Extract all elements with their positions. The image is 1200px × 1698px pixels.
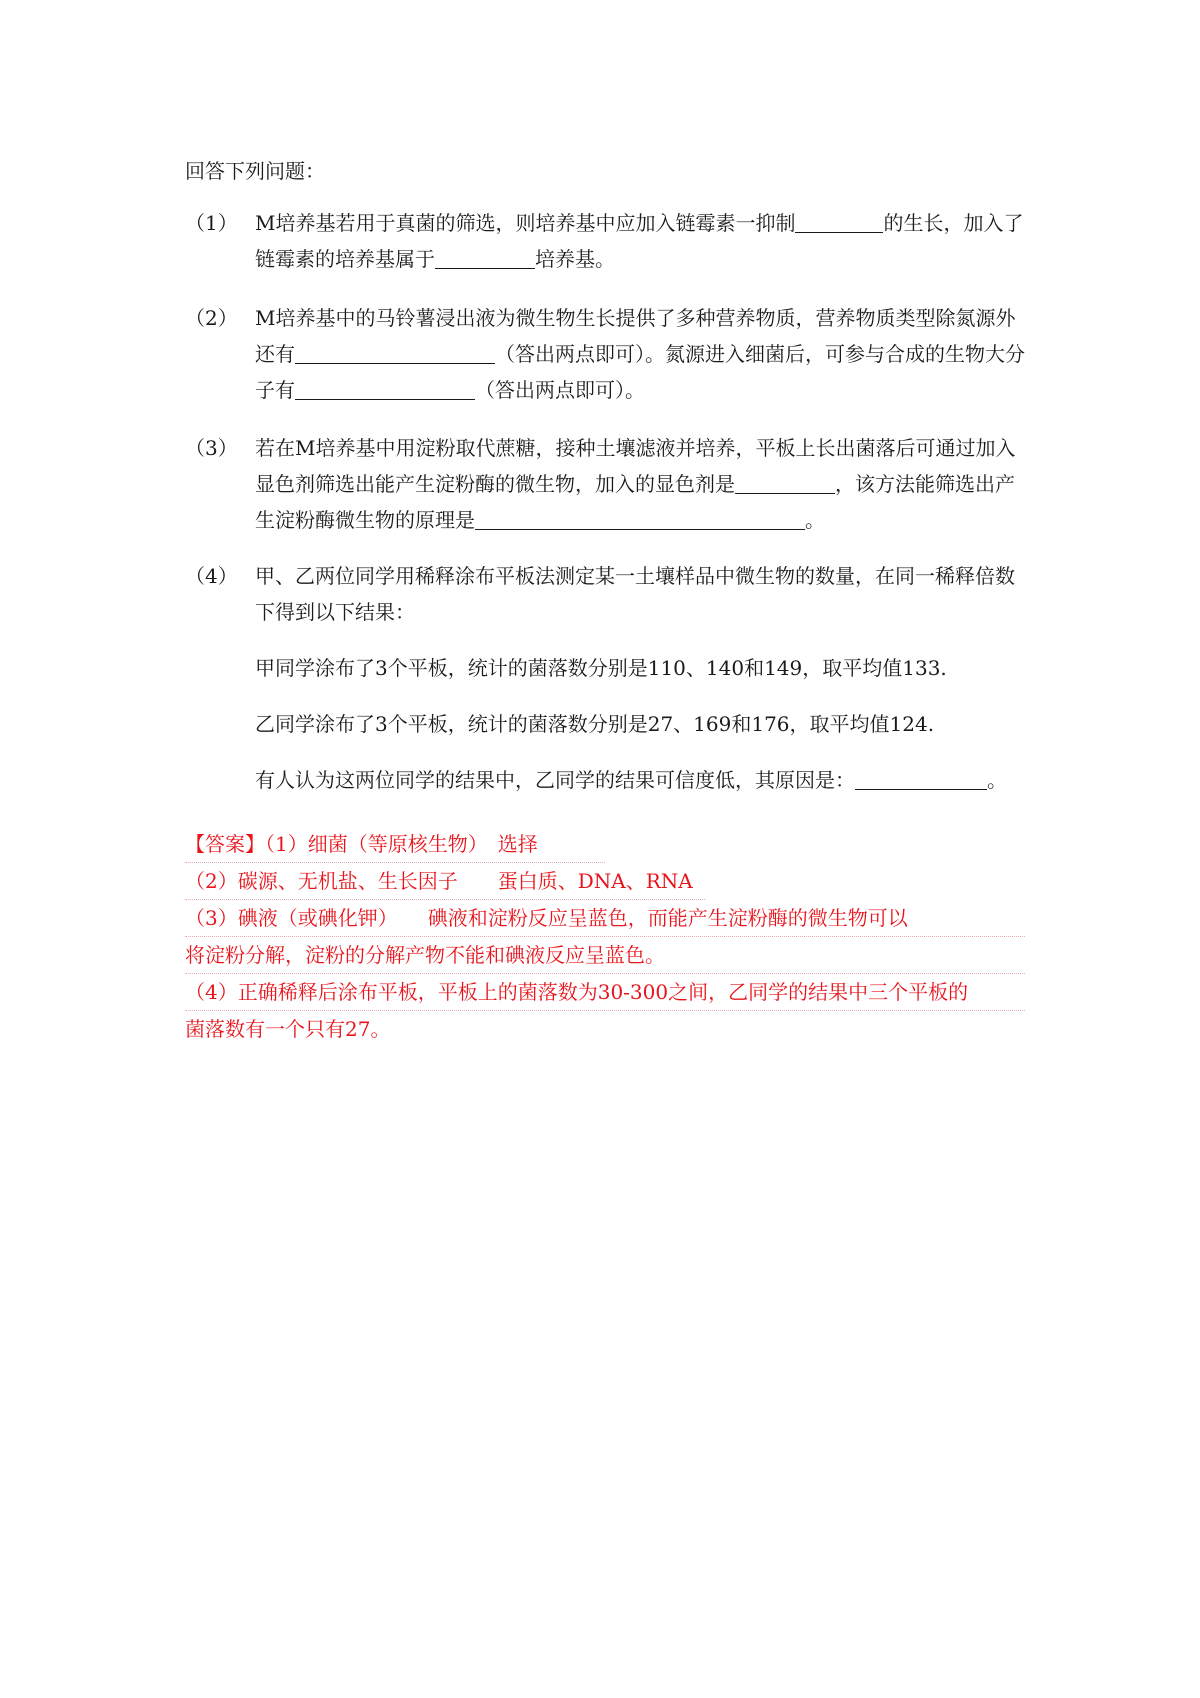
answer-3-line-1: （3）碘液（或碘化钾） 碘液和淀粉反应呈蓝色，而能产生淀粉酶的微生物可以 <box>185 900 1025 937</box>
answer-4-line-1: （4）正确稀释后涂布平板，平板上的菌落数为30-300之间，乙同学的结果中三个平板的 <box>185 974 1025 1011</box>
answer-blank[interactable] <box>295 341 495 364</box>
question-text: 培养基。 <box>535 247 615 271</box>
answer-blank[interactable] <box>435 246 535 269</box>
question-2 <box>185 300 1025 408</box>
answer-blank[interactable] <box>855 767 987 790</box>
answer-label: 【答案】 <box>185 832 265 856</box>
answer-4-line-2: 菌落数有一个只有27。 <box>185 1017 391 1041</box>
answer-blank[interactable] <box>795 210 883 233</box>
question-text: （答出两点即可）。氮源进入细菌后，可参与合成的生物大分子有 <box>255 342 1025 402</box>
question-text: （答出两点即可）。 <box>475 378 645 402</box>
question-number: （3） <box>185 436 238 460</box>
question-text: 有人认为这两位同学的结果中，乙同学的结果可信度低，其原因是： <box>255 768 855 792</box>
answer-blank[interactable] <box>735 471 835 494</box>
question-text: 的生长，加入了链霉素的培养基属于 <box>255 211 1024 271</box>
question-body <box>255 430 1025 538</box>
student-jia-result: 甲同学涂布了3个平板，统计的菌落数分别是110、140和149，取平均值133. <box>255 656 947 680</box>
question-3 <box>185 430 1025 538</box>
answer-blank[interactable] <box>475 507 805 530</box>
answer-line-1 <box>185 826 605 863</box>
answer-1: （1）细菌（等原核生物） 选择 <box>265 832 538 856</box>
question-text: 若在M培养基中用淀粉取代蔗糖，接种土壤滤液并培养，平板上长出菌落后可通过加入显色剂筛选出能产生淀粉酶的微生物，加入的显色剂是 <box>255 436 1016 496</box>
answer-2: （2）碳源、无机盐、生长因子 蛋白质、DNA、RNA <box>185 863 705 900</box>
question-4 <box>185 558 1025 630</box>
question-number: （4） <box>185 564 238 588</box>
question-text: 。 <box>805 508 825 532</box>
answer-section <box>185 826 1025 1047</box>
question-1 <box>185 205 1025 277</box>
student-yi-result: 乙同学涂布了3个平板，统计的菌落数分别是27、169和176，取平均值124. <box>255 712 935 736</box>
question-text: M培养基中的马铃薯浸出液为微生物生长提供了多种营养物质，营养物质类型除氮源外还有 <box>255 306 1016 366</box>
answer-blank[interactable] <box>295 377 475 400</box>
question-text: 。 <box>987 768 1007 792</box>
question-text: ，该方法能筛选出产生淀粉酶微生物的原理是 <box>255 472 1015 532</box>
question-number: （1） <box>185 211 238 235</box>
question-text: M培养基若用于真菌的筛选，则培养基中应加入链霉素一抑制 <box>255 211 796 235</box>
question-4-ask <box>255 762 1007 798</box>
question-body: 甲、乙两位同学用稀释涂布平板法测定某一土壤样品中微生物的数量，在同一稀释倍数下得到以下结果： <box>255 564 1015 624</box>
intro-text: 回答下列问题： <box>185 159 325 183</box>
question-body <box>255 300 1025 408</box>
question-number: （2） <box>185 306 238 330</box>
question-body <box>255 205 1025 277</box>
answer-3-line-2: 将淀粉分解，淀粉的分解产物不能和碘液反应呈蓝色。 <box>185 937 1025 974</box>
